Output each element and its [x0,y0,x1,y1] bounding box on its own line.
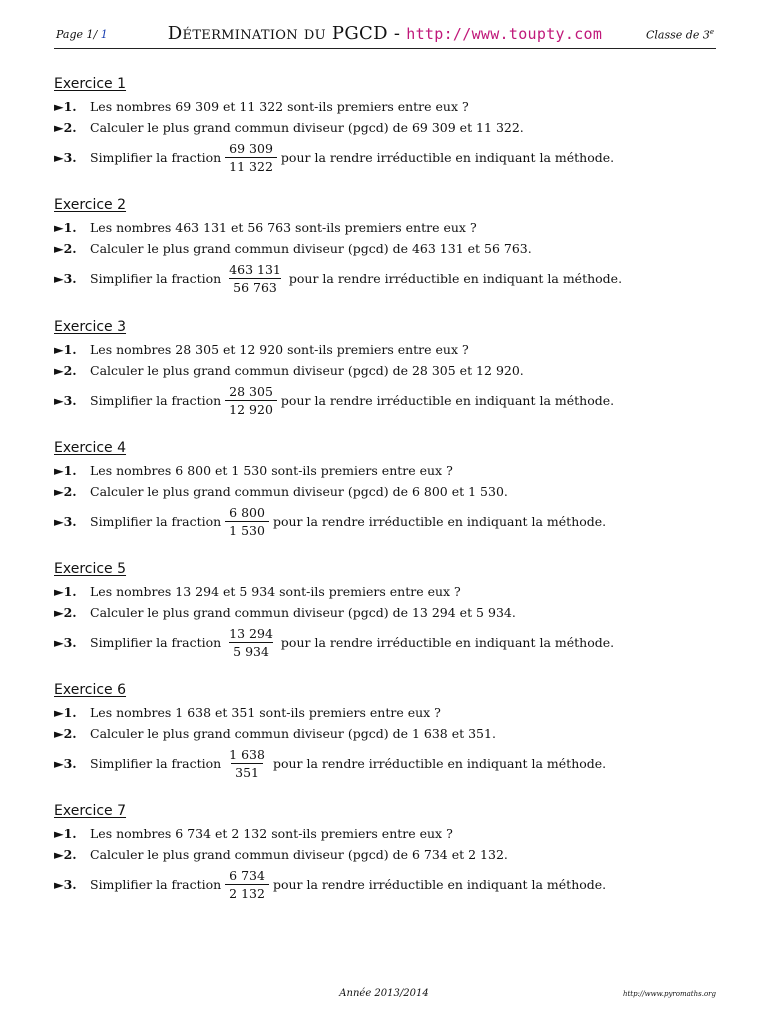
question-1: ►1. Les nombres 28 305 et 12 920 sont-ils premiers entre eux ? [54,342,469,357]
question-3: ►3. Simplifier la fraction $\frac{6 800}{1 530}$ pour la rendre irréductible en indiquant la méthode. [54,504,607,538]
exercise-title: Exercice 1 [54,76,127,92]
question-3: ►3. Simplifier la fraction $\frac{6 734}{2 132}$ pour la rendre irréductible en indiquant la méthode. [54,867,607,901]
exercise-3 [54,318,714,418]
question-1: ►1. Les nombres 1 638 et 351 sont-ils premiers entre eux ? [54,705,441,720]
exercise-title: Exercice 6 [54,682,127,698]
question-1: ►1. Les nombres 463 131 et 56 763 sont-ils premiers entre eux ? [54,220,477,235]
fraction: $\frac{1 638}{351}$ [229,746,265,780]
question-2: ►2. Calculer le plus grand commun diviseur (pgcd) de 463 131 et 56 763. [54,241,532,256]
question-2: ►2. Calculer le plus grand commun diviseur (pgcd) de 13 294 et 5 934. [54,605,516,620]
exercise-title: Exercice 7 [54,803,127,819]
fraction: $\frac{69 309}{11 322}$ [225,141,277,174]
exercise-title: Exercice 5 [54,561,127,577]
fraction: $\frac{6 800}{1 530}$ [225,505,269,538]
question-1: ►1. Les nombres 6 800 et 1 530 sont-ils premiers entre eux ? [54,463,453,478]
question-3: ►3. Simplifier la fraction $\frac{28 305}{12 920}$ pour la rendre irréductible en indiquant la méthode. [54,383,615,417]
footer-year: Année 2013/2014 [339,988,429,999]
exercise-6 [54,681,714,781]
exercise-title: Exercice 2 [54,197,127,213]
exercise-2 [54,196,714,296]
question-3: ►3. Simplifier la fraction $\frac{13 294}{5 934}$ pour la rendre irréductible en indiquant la méthode. [54,625,615,659]
exercise-5 [54,560,714,660]
fraction: $\frac{6 734}{2 132}$ [225,868,269,901]
fraction: $\frac{13 294}{5 934}$ [229,625,273,659]
page-title: Détermination du PGCD - http://www.toupty.com [167,23,603,44]
exercise-7 [54,802,714,902]
question-2: ►2. Calculer le plus grand commun diviseur (pgcd) de 69 309 et 11 322. [54,120,524,135]
question-2: ►2. Calculer le plus grand commun diviseur (pgcd) de 6 800 et 1 530. [54,484,508,499]
question-3: ►3. Simplifier la fraction $\frac{1 638}{351}$ pour la rendre irréductible en indiquant la méthode. [54,746,607,780]
page-number: Page 1/ 1 [56,28,108,41]
footer-link[interactable]: http://www.pyromaths.org [622,990,716,998]
exercise-title: Exercice 3 [54,319,127,335]
question-1: ►1. Les nombres 6 734 et 2 132 sont-ils premiers entre eux ? [54,826,453,841]
question-1: ►1. Les nombres 13 294 et 5 934 sont-ils premiers entre eux ? [54,584,461,599]
exercise-4 [54,439,714,539]
exercise-1 [54,75,714,175]
question-3: ►3. Simplifier la fraction $\frac{69 309}{11 322}$ pour la rendre irréductible en indiquant la méthode. [54,140,615,174]
question-1: ►1. Les nombres 69 309 et 11 322 sont-ils premiers entre eux ? [54,99,469,114]
exercise-title: Exercice 4 [54,440,127,456]
question-2: ►2. Calculer le plus grand commun diviseur (pgcd) de 28 305 et 12 920. [54,363,524,378]
toupty-link[interactable]: http://www.toupty.com [406,25,603,43]
fraction: $\frac{28 305}{12 920}$ [225,384,277,417]
question-3: ►3. Simplifier la fraction $\frac{463 131}{56 763}$ pour la rendre irréductible en indiquant la méthode. [54,261,623,295]
question-2: ►2. Calculer le plus grand commun diviseur (pgcd) de 6 734 et 2 132. [54,847,508,862]
question-2: ►2. Calculer le plus grand commun diviseur (pgcd) de 1 638 et 351. [54,726,496,741]
fraction: $\frac{463 131}{56 763}$ [229,261,281,295]
page-header [54,22,716,49]
class-level: Classe de 3e [646,28,714,42]
